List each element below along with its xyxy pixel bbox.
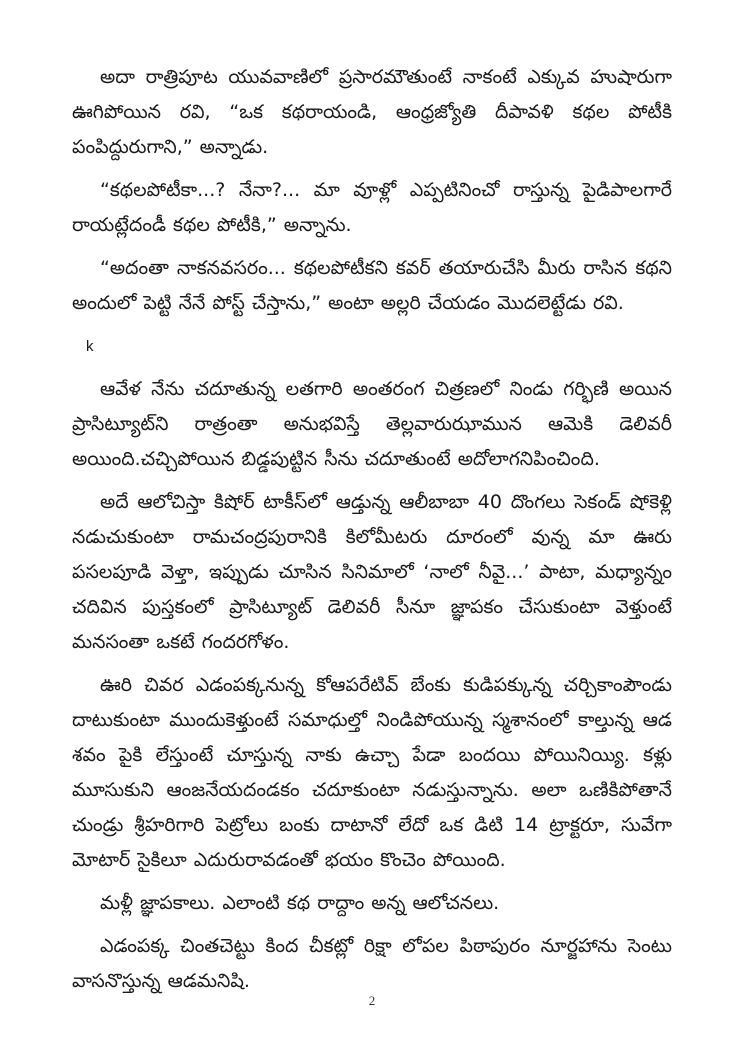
paragraph-7: మళ్లీ జ్ఞాపకాలు. ఎలాంటి కథ రాద్దాం అన్న ఆలోచనలు. xyxy=(100,892,500,914)
paragraph-4: ఆవేళ నేను చదూతున్న లతగారి అంతరంగ చిత్రణలో నిండు గర్భిణి అయిన ప్రాసిట్యూట్‌ని రాత్రంతా అనుభవిస్తే తెల్లవారుఝామున ఆమెకి డెలివరీ అయింది.చచ్చిపోయిన బిడ్డపుట్టిన సీను చదూతుంటే అదోలాగనిపించింది. xyxy=(72,378,672,470)
document-page xyxy=(72,60,672,1007)
paragraph-6: ఊరి చివర ఎడంపక్కనున్న కోఆపరేటివ్ బేంకు కుడిపక్కున్న చర్చికాంపౌండు దాటుకుంటా ముందుకెళ్తుంటే సమాధుల్తో నిండిపోయున్న స్మశానంలో కాల్తున్న ఆడ శవం పైకి లేస్తుంటే చూస్తున్న నాకు ఉచ్చా పేడా బందయి పోయినియ్యి. కళ్లు మూసుకుని ఆంజనేయదండకం చదూకుంటా నడుస్తున్నాను. అలా ఒణికిపోతానే చుండ్రు శ్రీహరిగారి పెట్రోలు బంకు దాటానో లేదో ఒక డిటి 14 ట్రాక్టరూ, సువేగా మోటార్ సైకిలూ ఎదురురావడంతో భయం కొంచెం పోయింది. xyxy=(72,674,672,871)
page-number: 2 xyxy=(368,993,376,1008)
paragraph-1: అదా రాత్రిపూట యువవాణిలో ప్రసారమౌతుంటే నాకంటే ఎక్కువ హుషారుగా ఊగిపోయిన రవి, “ఒక కథరాయండి, ఆంధ్రజ్యోతి దీపావళి కథల పోటీకి పంపిద్దురుగాని,” అన్నాడు. xyxy=(72,66,672,158)
section-marker: k xyxy=(86,338,94,355)
paragraph-5: అదే ఆలోచిస్తా కిషోర్ టాకీస్‌లో ఆడ్తున్న ఆలీబాబా 40 దొంగలు సెకండ్ షోకెళ్లి నడుచుకుంటా రామచంద్రపురానికి కిలోమీటరు దూరంలో వున్న మా ఊరు పసలపూడి వెళ్తా, ఇప్పుడు చూసిన సినిమాలో ‘నాలో నీవై...’ పాటా, మధ్యాన్నం చదివిన పుస్తకంలో ప్రాసిట్యూట్ డెలివరీ సీనూ జ్ఞాపకం చేసుకుంటా వెళ్తుంటే మనసంతా ఒకటే గందరగోళం. xyxy=(72,491,672,653)
paragraph-2: “కథలపోటీకా...? నేనా?... మా వూళ్లో ఎప్పటినించో రాస్తున్న పైడిపాలగారే రాయట్లేదండీ కథల పోటీకి,” అన్నాను. xyxy=(72,179,672,236)
paragraph-8: ఎడంపక్క చింతచెట్టు కింద చీకట్లో రిక్షా లోపల పిఠాపురం నూర్జహాను సెంటు వాసనొస్తున్న ఆడమనిషి. xyxy=(72,935,672,992)
paragraph-3: “అదంతా నాకనవసరం... కథలపోటీకని కవర్ తయారుచేసి మీరు రాసిన కథని అందులో పెట్టి నేనే పోస్ట్ చేస్తాను,” అంటా అల్లరి చేయడం మొదలెట్టేడు రవి. xyxy=(72,257,672,314)
